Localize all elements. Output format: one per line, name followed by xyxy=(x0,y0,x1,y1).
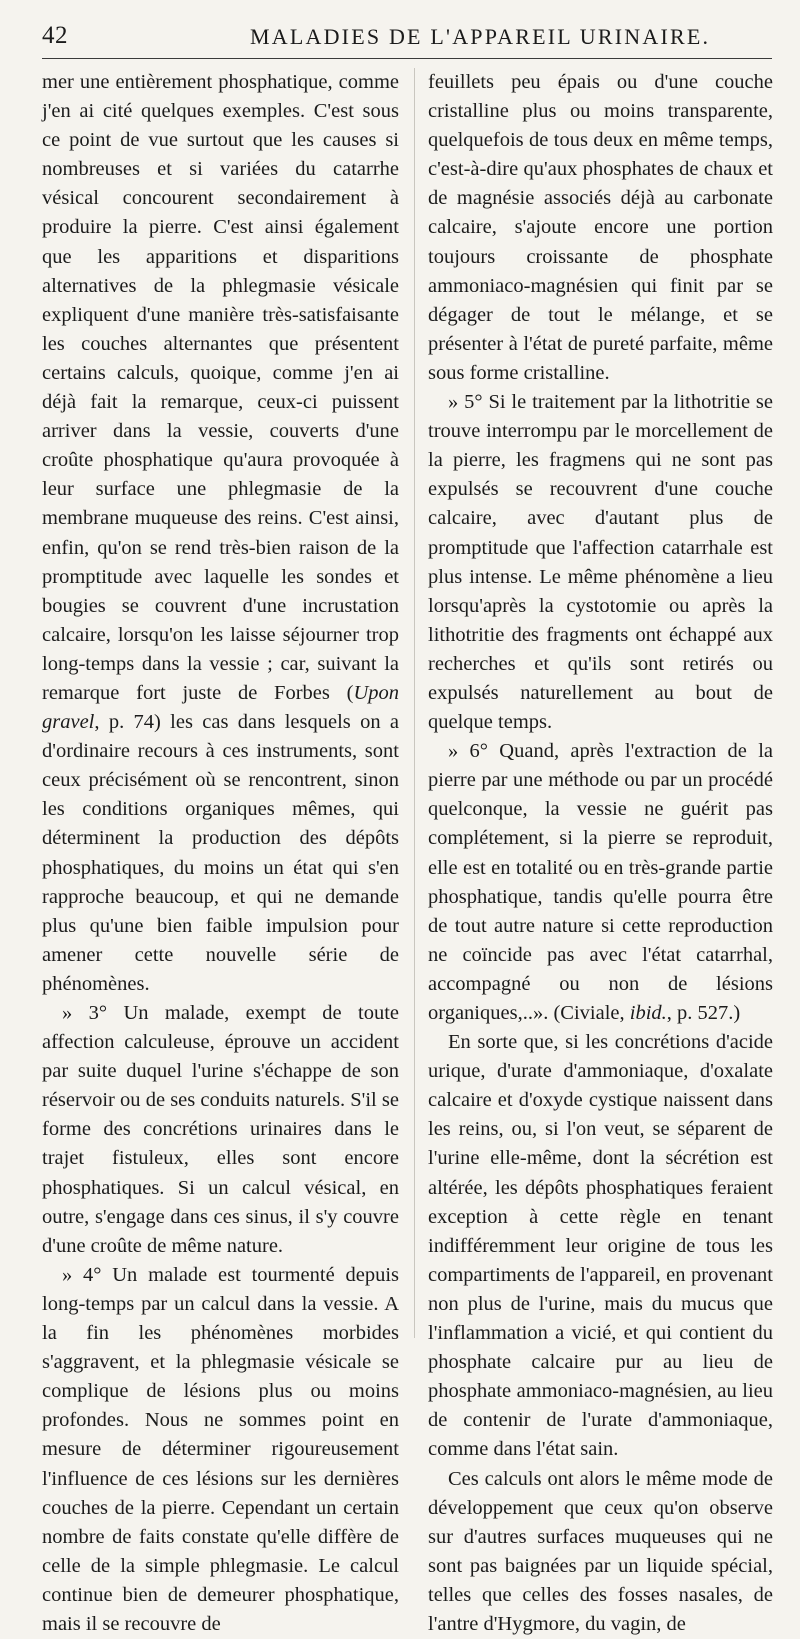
paragraph: Ces calculs ont alors le même mode de développement que ceux qu'on observe sur d'autres surfaces muqueuses qui ne sont pas baignées par un liquide spécial, telles que celles des fosses nasales, de l'antre d'Hygmore, du vagin, de xyxy=(428,1465,773,1639)
paragraph: En sorte que, si les concrétions d'acide urique, d'urate d'ammoniaque, d'oxalate calcaire et d'oxyde cystique naissent dans les reins, ou, si l'on veut, se séparent de l'urine elle-même, dont la sécrétion est altérée, les dépôts phosphatiques feraient exception à cette règle en tenant indifféremment leur origine de tous les compartiments de l'appareil, en provenant non plus de l'urine, mais du mucus que l'inflammation a vicié, et qui contient du phosphate calcaire pur au lieu de phosphate ammoniaco-magnésien, au lieu de contenir de l'urate d'ammoniaque, comme dans l'état sain. xyxy=(428,1028,773,1464)
page-header xyxy=(42,22,772,59)
running-head: MALADIES DE L'APPAREIL URINAIRE. xyxy=(250,24,710,50)
page-number: 42 xyxy=(42,22,68,50)
paragraph: » 5° Si le traitement par la lithotritie se trouve interrompu par le morcellement de la pierre, les fragmens qui ne sont pas expulsés se recouvrent d'une couche calcaire, avec d'autant plus de promptitude que l'affection catarrhale est plus intense. Le même phénomène a lieu lorsqu'après la cystotomie ou après la lithotritie des fragments ont échappé aux recherches et qu'ils sont retirés ou expulsés naturellement au bout de quelque temps. xyxy=(428,388,773,737)
paragraph: » 4° Un malade est tourmenté depuis long-temps par un calcul dans la vessie. A la fin les phénomènes morbides s'aggravent, et la phlegmasie vésicale se complique de lésions plus ou moins profondes. Nous ne sommes point en mesure de déterminer rigoureusement l'influence de ces lésions sur les dernières couches de la pierre. Cependant un certain nombre de faits constate qu'elle diffère de celle de la simple phlegmasie. Le calcul continue bien de demeurer phosphatique, mais il se recouvre de xyxy=(42,1261,399,1639)
citation: ibid. xyxy=(630,1002,667,1024)
left-column xyxy=(42,68,399,1338)
column-divider xyxy=(414,68,415,1338)
right-column xyxy=(428,68,773,1338)
paragraph: » 6° Quand, après l'extraction de la pierre par une méthode ou par un procédé quelconque, la vessie ne guérit pas complétement, si la pierre se reproduit, elle est en totalité ou en très-grande partie phosphatique, tandis qu'elle pourra être de tout autre nature si cette reproduction ne coïncide pas avec l'état catarrhal, accompagné ou non de lésions organiques,..». (Civiale, ibid., p. 527.) xyxy=(428,737,773,1028)
citation: Upon gravel xyxy=(42,682,399,733)
paragraph: mer une entièrement phosphatique, comme j'en ai cité quelques exemples. C'est sous ce point de vue surtout que les causes si nombreuses et si variées du catarrhe vésical concourent secondairement à produire la pierre. C'est ainsi également que les apparitions et disparitions alternatives de la phlegmasie vésicale expliquent d'une manière très-satisfaisante les couches alternantes que présentent certains calculs, quoique, comme j'en ai déjà fait la remarque, ceux-ci puissent arriver dans la vessie, couverts d'une croûte phosphatique qu'aura provoquée à leur surface une phlegmasie de la membrane muqueuse des reins. C'est ainsi, enfin, qu'on se rend très-bien raison de la promptitude avec laquelle les sondes et bougies se couvrent d'une incrustation calcaire, lorsqu'on les laisse séjourner trop long-temps dans la vessie ; car, suivant la remarque fort juste de Forbes (Upon gravel, p. 74) les cas dans lesquels on a d'ordinaire recours à ces instruments, sont ceux précisément où se rencontrent, sinon les conditions organiques mêmes, qui déterminent la production des dépôts phosphatiques, du moins un état qui s'en rapproche beaucoup, et qui ne demande plus qu'une bien faible impulsion pour amener cette nouvelle série de phénomènes. xyxy=(42,68,399,999)
paragraph: » 3° Un malade, exempt de toute affection calculeuse, éprouve un accident par suite duquel l'urine s'échappe de son réservoir ou de ses conduits naturels. S'il se forme des concrétions urinaires dans le trajet fistuleux, elles sont encore phosphatiques. Si un calcul vésical, en outre, s'engage dans ces sinus, il s'y couvre d'une croûte de même nature. xyxy=(42,999,399,1261)
paragraph: feuillets peu épais ou d'une couche cristalline plus ou moins transparente, quelquefois de tous deux en même temps, c'est-à-dire qu'aux phosphates de chaux et de magnésie associés déjà au carbonate calcaire, s'ajoute encore une portion toujours croissante de phosphate ammoniaco-magnésien qui finit par se dégager de tout le mélange, et se présenter à l'état de pureté parfaite, même sous forme cristalline. xyxy=(428,68,773,388)
